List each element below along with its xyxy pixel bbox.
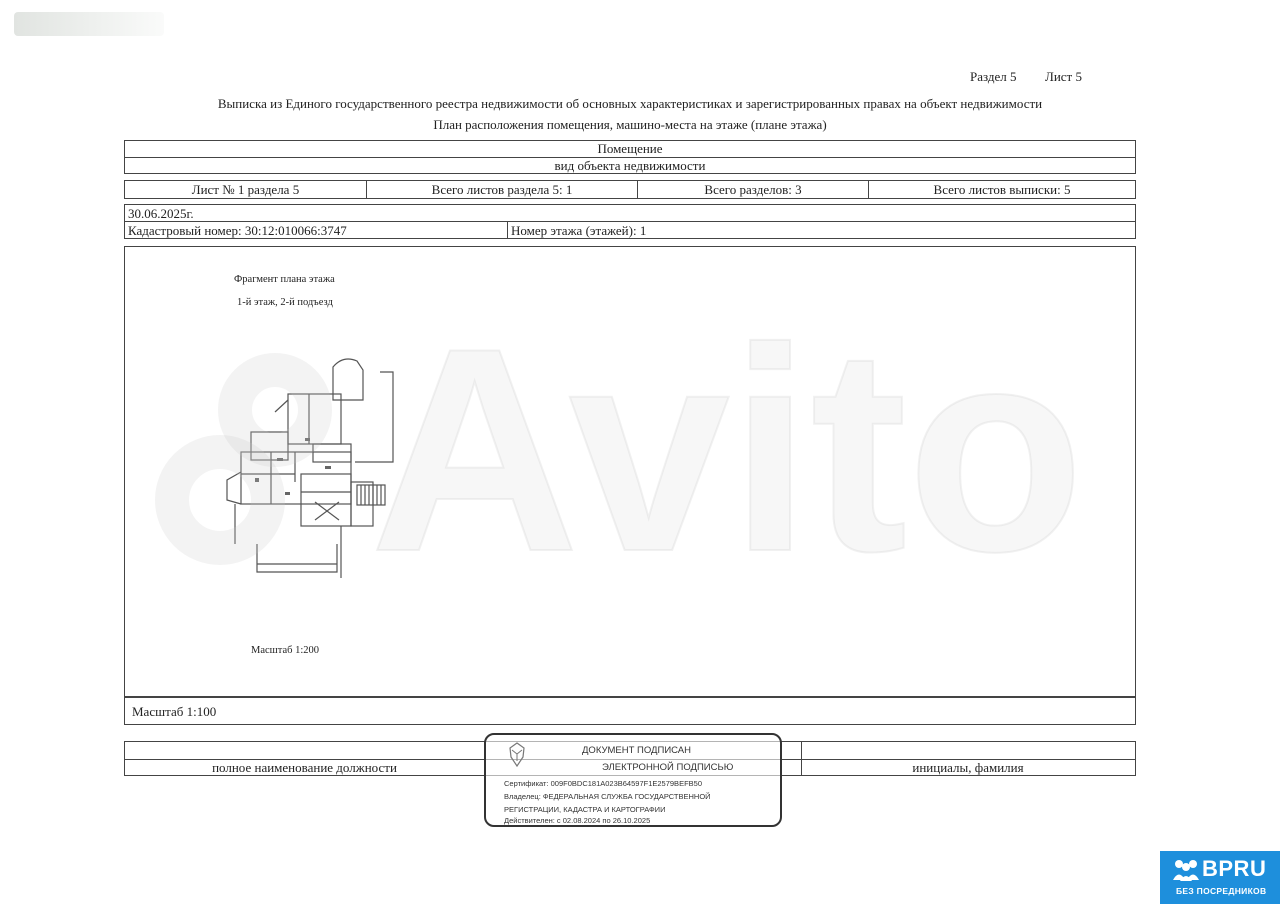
cadastral-row: [124, 221, 1136, 239]
electronic-signature-stamp: [484, 733, 782, 827]
sheet-of-section: Лист № 1 раздела 5: [125, 181, 367, 198]
object-type-box: [124, 140, 1136, 174]
inner-scale: Масштаб 1:200: [251, 645, 320, 656]
people-icon: [1172, 858, 1200, 882]
object-type-caption: вид объекта недвижимости: [554, 158, 706, 173]
total-section-sheets: Всего листов раздела 5: 1: [367, 181, 638, 198]
object-type: Помещение: [125, 141, 1135, 158]
scan-artifact: [14, 12, 164, 36]
emblem-icon: [502, 740, 532, 770]
scale-row: [124, 697, 1136, 725]
owner-line1: Владелец: ФЕДЕРАЛЬНАЯ СЛУЖБА ГОСУДАРСТВЕННОЙ: [504, 792, 711, 801]
initials-caption: инициалы, фамилия: [912, 760, 1024, 775]
watermark-text: Avito: [370, 315, 1085, 565]
document-title: Выписка из Единого государственного реестра недвижимости об основных характеристиках и зарегистрированных правах на объект недвижимости: [217, 96, 1043, 111]
position-caption: полное наименование должности: [212, 760, 397, 775]
certificate-number: Сертификат: 009F0BDC181A023B64597F1E2579BEFB50: [504, 779, 702, 788]
bpru-badge[interactable]: [1160, 851, 1280, 904]
document-subtitle: План расположения помещения, машино-места на этаже (плане этажа): [433, 117, 827, 132]
floor-number: Номер этажа (этажей): 1: [511, 223, 647, 238]
plan-scale: Масштаб 1:100: [132, 704, 217, 719]
badge-brand: BPRU: [1202, 856, 1267, 881]
validity-period: Действителен: с 02.08.2024 по 26.10.2025: [504, 816, 651, 825]
badge-tagline: БЕЗ ПОСРЕДНИКОВ: [1176, 886, 1267, 896]
cadastral-number: Кадастровый номер: 30:12:010066:3747: [125, 222, 508, 238]
section-label: Раздел 5: [970, 69, 1017, 84]
floor-plan-area: [124, 246, 1136, 697]
fragment-subtitle: 1-й этаж, 2-й подъезд: [237, 297, 333, 308]
date-row: [124, 204, 1136, 222]
document-date: 30.06.2025г.: [128, 206, 194, 221]
total-sections: Всего разделов: 3: [638, 181, 869, 198]
floor-plan-drawing: [215, 352, 505, 592]
total-extract-sheets: Всего листов выписки: 5: [933, 181, 1071, 197]
owner-line2: РЕГИСТРАЦИИ, КАДАСТРА И КАРТОГРАФИИ: [504, 805, 666, 814]
stamp-line1: ДОКУМЕНТ ПОДПИСАН: [582, 745, 691, 756]
sheet-label: Лист 5: [1045, 69, 1082, 84]
sheet-info-row: [124, 180, 1136, 199]
fragment-title: Фрагмент плана этажа: [234, 274, 335, 285]
stamp-line2: ЭЛЕКТРОННОЙ ПОДПИСЬЮ: [602, 762, 734, 773]
